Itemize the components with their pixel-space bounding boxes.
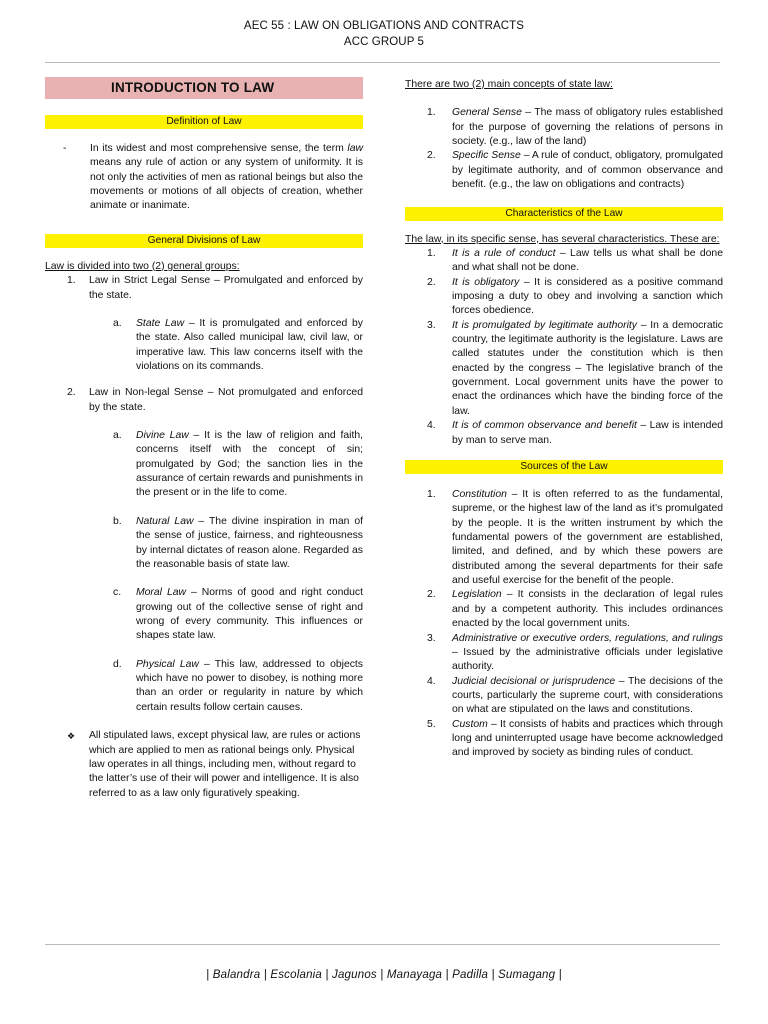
footer-divider: [45, 944, 720, 945]
dash-bullet: -: [63, 143, 67, 154]
list-item: [405, 718, 723, 761]
item-text: Custom – It consists of habits and practices which through long and uninterrupted usage have become acknowledged and improved by society as binding rules of conduct.: [452, 718, 723, 759]
item-text: General Sense – The mass of obligatory rules established for the purpose of governing the relations of persons in society. (e.g., law of the land): [452, 107, 723, 148]
characteristics-list: [405, 247, 723, 448]
sources-heading: Sources of the Law: [405, 460, 723, 474]
division-item: [45, 274, 363, 303]
item-text: It is a rule of conduct – Law tells us what shall be done and what shall not be done.: [452, 247, 723, 274]
subdivision-term: Natural Law: [136, 515, 194, 527]
item-number: 2.: [427, 589, 436, 601]
item-text: It is of common observance and benefit – Law is intended by man to serve man.: [452, 420, 723, 446]
list-item: [405, 319, 723, 420]
list-item: [405, 106, 723, 149]
divisions-heading: General Divisions of Law: [45, 234, 363, 248]
section-title: INTRODUCTION TO LAW: [45, 77, 363, 99]
subdivision-item: [45, 658, 363, 715]
subdivision-item: [45, 317, 363, 374]
item-number: 2.: [427, 150, 436, 162]
item-text: It is promulgated by legitimate authority – In a democratic country, the legitimate authority is the legislature. Laws are called statutes under the constitution which is then enacted by the congress – The legislative branch of the government. Local government units have the power to enact the ordinances which have the binding force of the law.: [452, 319, 723, 417]
divisions-list: [45, 274, 363, 715]
subdivision-term: Moral Law: [136, 587, 187, 599]
left-column: [45, 77, 363, 801]
header-divider: [45, 62, 720, 63]
item-number: 2.: [427, 276, 436, 288]
sources-list: [405, 488, 723, 761]
subdivision-term: Divine Law: [136, 430, 189, 442]
definition-heading: Definition of Law: [45, 115, 363, 129]
division-number: 2.: [67, 387, 76, 399]
division-number: 1.: [67, 275, 76, 287]
item-term: Constitution: [452, 488, 507, 500]
item-number: 3.: [427, 319, 436, 331]
subdivision-text: Moral Law – Norms of good and right conduct growing out of the collective sense of right and wrong of every community. This influences or shapes state law.: [136, 587, 363, 642]
item-term: General Sense: [452, 107, 522, 119]
list-item: [405, 632, 723, 675]
item-number: 1.: [427, 488, 436, 500]
item-text: It is obligatory – It is considered as a positive command imposing a duty to obey and involving a sanction which forces obedience.: [452, 276, 724, 317]
item-text: Constitution – It is often referred to as the fundamental, supreme, or the highest law of the land as it’s promulgated by the people. It is the written instrument by which the fundamental powers of the government are established, limited, and defined, and by which these powers are distributed among the several departments for their safe and useful exercise for the benefit of the people.: [452, 488, 723, 587]
subdivision-text: State Law – It is promulgated and enforced by the state. Also called municipal law, civil law, or imperative law. This law concerns itself with the violations on its commands.: [136, 317, 363, 372]
item-term: Specific Sense: [452, 150, 521, 162]
item-term: It is promulgated by legitimate authority: [452, 319, 638, 331]
characteristics-intro: The law, in its specific sense, has several characteristics. These are:: [405, 233, 720, 245]
subdivision-letter: a.: [113, 430, 122, 442]
characteristics-heading: Characteristics of the Law: [405, 207, 723, 221]
list-item: [405, 588, 723, 631]
item-number: 3.: [427, 632, 436, 644]
list-item: [405, 149, 723, 192]
right-column: [405, 78, 723, 761]
item-term: Administrative or executive orders, regulations, and rulings: [452, 632, 723, 644]
subdivision-text: Physical Law – This law, addressed to objects which have no power to disobey, is nothing more than an order or regularity in nature by which certain results follow certain causes.: [136, 658, 364, 713]
divisions-intro: Law is divided into two (2) general groups:: [45, 260, 240, 272]
item-term: It is of common observance and benefit: [452, 420, 637, 432]
subdivision-letter: b.: [113, 515, 122, 527]
item-text: Judicial decisional or jurisprudence – The decisions of the courts, particularly the supreme court, with considerations on what are stipulated on the laws and constitutions.: [452, 675, 723, 716]
item-text: Administrative or executive orders, regulations, and rulings – Issued by the administrative officials under legislative authority.: [452, 632, 723, 673]
subdivision-item: [45, 515, 363, 572]
division-text: Law in Non-legal Sense – Not promulgated and enforced by the state.: [89, 387, 363, 413]
concepts-intro: There are two (2) main concepts of state law:: [405, 79, 613, 90]
group-members: | Balandra | Escolania | Jagunos | Manayaga | Padilla | Sumagang |: [206, 969, 562, 981]
item-text: Specific Sense – A rule of conduct, obligatory, promulgated by legitimate authority, and of common observance and benefit. (e.g., the law on obligations and contracts): [452, 150, 723, 191]
list-item: [405, 419, 723, 448]
item-term: Judicial decisional or jurisprudence: [452, 675, 616, 687]
subdivision-letter: c.: [113, 587, 122, 599]
item-number: 1.: [427, 247, 436, 259]
subdivision-item: [45, 429, 363, 501]
division-item: [45, 386, 363, 415]
list-item: [405, 675, 723, 718]
item-number: 4.: [427, 420, 436, 432]
division-text: Law in Strict Legal Sense – Promulgated and enforced by the state.: [89, 275, 363, 301]
item-term: It is obligatory: [452, 276, 520, 288]
item-term: Custom: [452, 718, 488, 730]
subdivision-text: Divine Law – It is the law of religion and faith, concerns itself with the concept of sin; promulgated by God; the sanction lies in the assurance of certain rewards and punishments in the present or in the life to come.: [136, 430, 363, 499]
list-item: [405, 488, 723, 589]
subdivision-item: [45, 586, 363, 643]
subdivision-term: State Law: [136, 317, 185, 329]
list-item: [405, 276, 723, 319]
list-item: [405, 247, 723, 276]
item-number: 5.: [427, 718, 436, 730]
term-law: law: [347, 143, 363, 154]
item-term: It is a rule of conduct: [452, 247, 556, 259]
definition-paragraph: - In its widest and most comprehensive sense, the term law means any rule of action or any system of uniformity. It is not only the activities of men as rational beings but also the movements or motions of all objects of creation, whether animate or inanimate.: [63, 143, 363, 212]
subdivision-letter: d.: [113, 658, 122, 670]
subdivision-letter: a.: [113, 317, 122, 329]
divisions-note: ❖ All stipulated laws, except physical law, are rules or actions which are applied to men as rational beings only. Physical law operates in all things, including men, without regard to the latter’s use of their will power and intelligence. It is also referred to as a law only figuratively speaking.: [67, 730, 361, 799]
subdivision-term: Physical Law: [136, 658, 199, 670]
subdivision-text: Natural Law – The divine inspiration in man of the sense of justice, fairness, and righteousness by internal dictates of reason alone. Regarded as the reasonable basis of state law.: [136, 515, 363, 570]
item-term: Legislation: [452, 589, 502, 601]
diamond-bullet-icon: ❖: [67, 731, 76, 742]
group-label: ACC GROUP 5: [343, 36, 425, 49]
course-title: AEC 55 : LAW ON OBLIGATIONS AND CONTRACTS: [243, 20, 525, 32]
document-header: [0, 18, 768, 50]
item-number: 4.: [427, 675, 436, 687]
item-number: 1.: [427, 107, 436, 119]
item-text: Legislation – It consists in the declaration of legal rules and by a competent authority. This includes ordinances enacted by the local government units.: [452, 589, 723, 630]
concepts-list: [405, 106, 723, 192]
